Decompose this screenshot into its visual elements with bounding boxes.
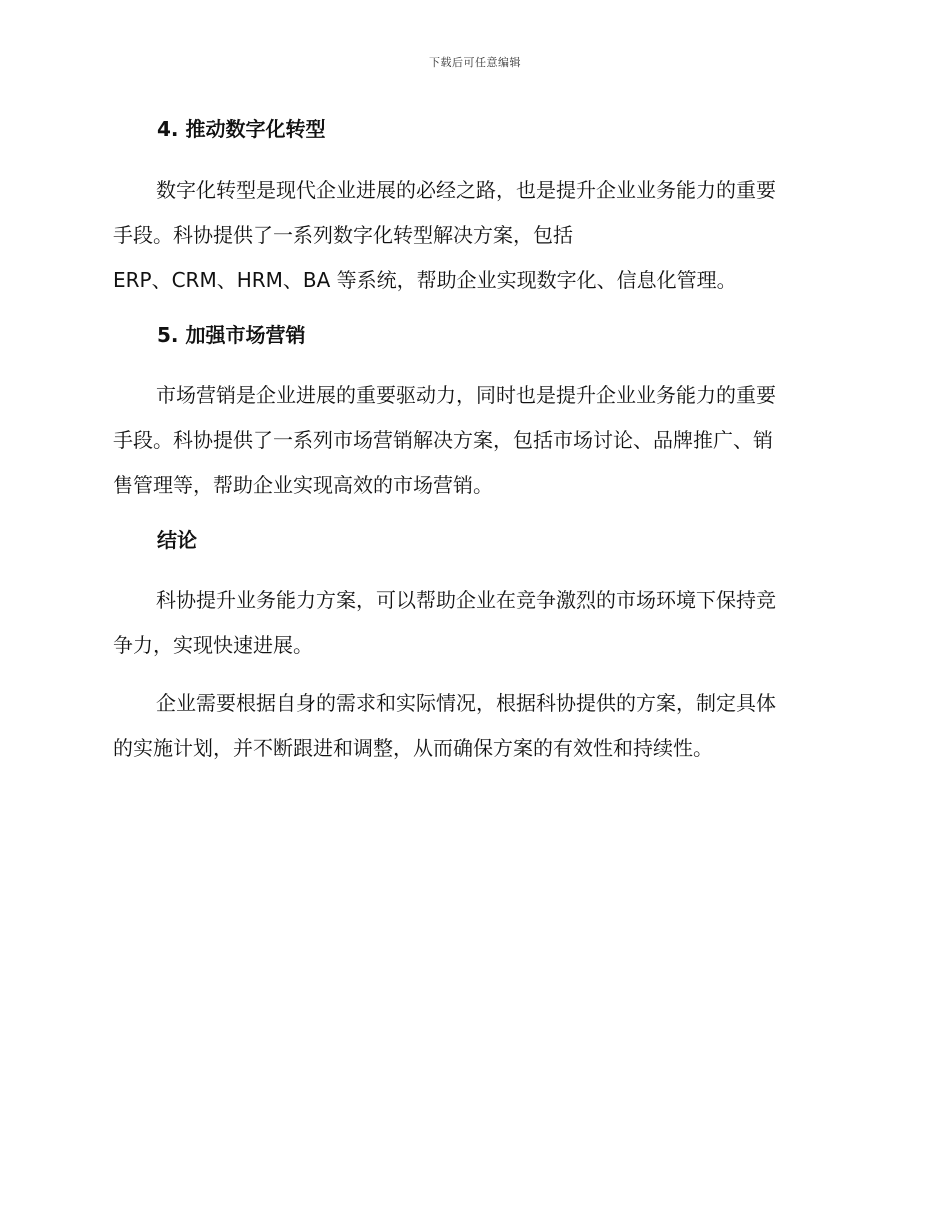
paragraph-line: 手段。科协提供了一系列市场营销解决方案，包括市场讨论、品牌推广、销 bbox=[113, 428, 773, 452]
paragraph-line: 的实施计划，并不断跟进和调整，从而确保方案的有效性和持续性。 bbox=[113, 736, 713, 760]
paragraph-line: 售管理等，帮助企业实现高效的市场营销。 bbox=[113, 473, 493, 497]
conclusion-paragraph-1 bbox=[113, 578, 829, 668]
paragraph-line: 企业需要根据自身的需求和实际情况，根据科协提供的方案，制定具体 bbox=[156, 691, 776, 715]
document-body bbox=[113, 112, 829, 771]
section-heading-marketing: 5. 加强市场营销 bbox=[157, 323, 306, 347]
paragraph-line: 数字化转型是现代企业进展的必经之路，也是提升企业业务能力的重要 bbox=[156, 178, 776, 202]
section-heading-conclusion: 结论 bbox=[157, 528, 197, 552]
conclusion-paragraph-2 bbox=[113, 681, 829, 771]
section-paragraph-digital-transformation bbox=[113, 168, 829, 303]
section-paragraph-marketing bbox=[113, 373, 829, 508]
paragraph-line: ERP、CRM、HRM、BA 等系统，帮助企业实现数字化、信息化管理。 bbox=[113, 268, 737, 292]
header-note: 下载后可任意编辑 bbox=[429, 56, 521, 69]
section-heading-digital-transformation: 4. 推动数字化转型 bbox=[157, 117, 326, 141]
paragraph-line: 科协提升业务能力方案，可以帮助企业在竞争激烈的市场环境下保持竞 bbox=[156, 588, 776, 612]
paragraph-line: 争力，实现快速进展。 bbox=[113, 633, 313, 657]
paragraph-line: 手段。科协提供了一系列数字化转型解决方案，包括 bbox=[113, 223, 573, 247]
paragraph-line: 市场营销是企业进展的重要驱动力，同时也是提升企业业务能力的重要 bbox=[156, 383, 776, 407]
